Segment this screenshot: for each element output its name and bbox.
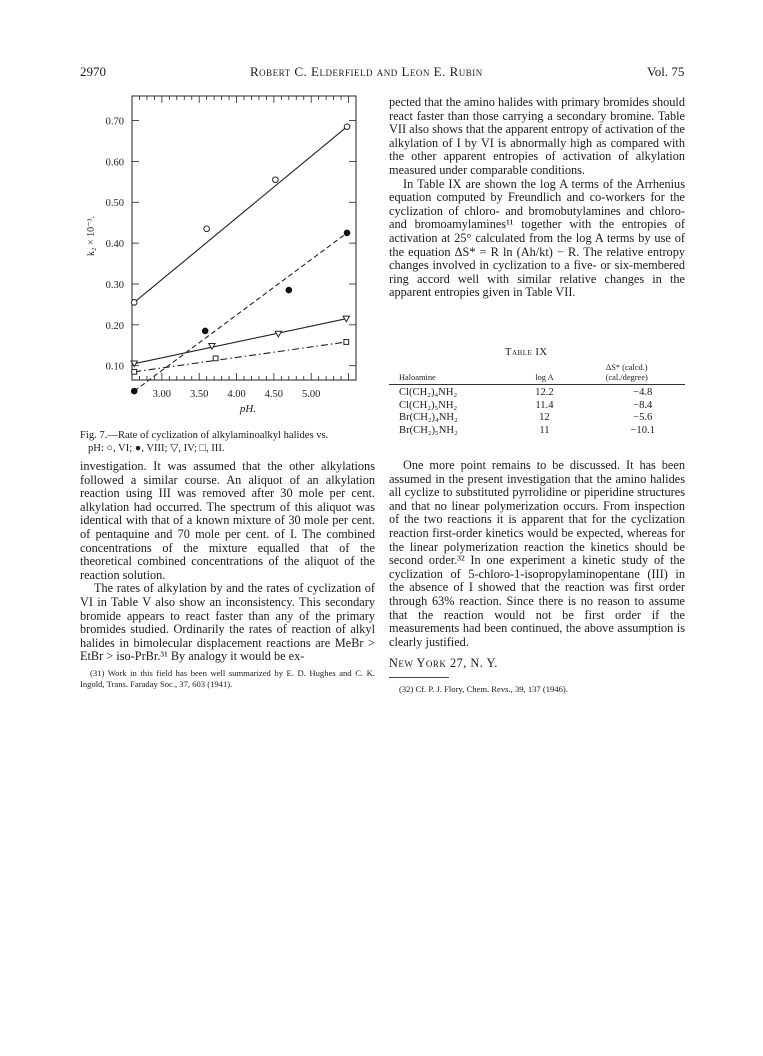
table-cell-loga: 12.2 (535, 387, 554, 398)
data-point-viii (131, 388, 137, 394)
table-header-entropy (568, 363, 685, 385)
x-tick-label: 3.50 (190, 389, 209, 400)
left-column (80, 460, 375, 690)
x-axis-label: pH. (239, 403, 257, 415)
data-point-viii (202, 328, 208, 334)
table-row (389, 412, 685, 425)
x-tick-label: 3.00 (152, 389, 172, 400)
right-paragraph-3: One more point remains to be discussed. It has been assumed in the present investigation that the amino halides all cyclize to substituted pyrrolidine or piperidine structures and that no linear polymerization occurs. From inspection of the two reactions it is apparent that for the cyclization reaction first-order kinetics would be expected, whereas for the linear polymerization reaction the kinetics should be second order.³² In one experiment a kinetic study of the cyclization of 5-chloro-1-isopropylaminopentane (III) in the absence of I showed that the reaction was first order through 63% reaction. Since there is no reason to assume that the reaction would not be first order if the measurements had been continued, the above assumption is clearly justified. (389, 458, 685, 649)
right-column-lower (389, 459, 685, 695)
data-point-viii (344, 230, 350, 236)
right-paragraph-2: In Table IX are shown the log A terms of the Arrhenius equation computed by Freundlich and co-workers for the cyclization of chloro- and bromobutylamines and chloro- and bromoamylamines¹¹ together with the entropies of activation at 25° calculated from the log A terms by use of the equation ΔS* = R ln (Ah/kt) − R. The relative entropy changes involved in cyclization to a five- or six-membered ring accord well with similar relative changes in the apparent entropies given in Table VII. (389, 176, 685, 300)
table-cell-haloamine: Cl(CH₂)₅NH₂ (399, 399, 458, 411)
page-number: 2970 (80, 64, 106, 79)
y-tick-label: 0.40 (105, 239, 124, 251)
table-header-row (389, 363, 685, 385)
table-cell-haloamine: Cl(CH₂)₄NH₂ (399, 387, 458, 398)
footnote-31: (31) Work in this field has been well summarized by E. D. Hughes and C. K. Ingold, Trans. Faraday Soc., 37, 603 (1941). (80, 667, 375, 689)
figure-caption-line2: pH: ○, VI; ●, VIII; ▽, IV; □, III. (88, 443, 225, 454)
x-tick-label: 4.00 (227, 389, 246, 400)
table-cell-haloamine: Br(CH₂)₄NH₂ (399, 412, 458, 424)
data-point-vi (344, 124, 350, 130)
location-line: New York 27, N. Y. (389, 656, 498, 671)
data-point-iii (132, 369, 137, 374)
table-header-entropy-line1: ΔS* (calcd.) (605, 363, 648, 372)
x-tick-label: 4.50 (264, 389, 284, 400)
data-point-viii (286, 287, 292, 293)
data-point-iii (344, 340, 349, 345)
data-point-vi (204, 226, 210, 232)
figure-7-chart (80, 88, 380, 433)
y-axis-label: k₂ × 10⁻³. (86, 216, 97, 256)
x-tick-label: 5.00 (302, 389, 321, 400)
left-paragraph-2: The rates of alkylation by and the rates of cyclization of VI in Table V also show an inconsistency. This secondary bromide appears to react faster than any of the primary bromides studied. Ordinarily the rates of reaction of alkyl halides in bimolecular displacement reactions are MeBr > EtBr > iso-PrBr.³¹ By analogy it would be ex- (80, 581, 375, 664)
table-header-haloamine: Haloamine (399, 372, 436, 382)
table-cell-haloamine: Br(CH₂)₅NH₂ (399, 424, 458, 436)
data-point-vi (131, 300, 137, 306)
y-tick-label: 0.30 (105, 279, 124, 291)
table-cell-entropy: −4.8 (633, 387, 653, 398)
y-tick-label: 0.20 (105, 320, 124, 332)
table-row (389, 425, 685, 438)
footnote-rule (389, 677, 449, 678)
y-tick-label: 0.70 (105, 116, 124, 128)
figure-caption-line1: Fig. 7.—Rate of cyclization of alkylaminoalkyl halides vs. (80, 430, 329, 441)
table-header-loga: log A (535, 372, 554, 382)
table-title: Table IX (505, 347, 548, 358)
table-cell-loga: 11.4 (535, 399, 554, 411)
table-header-entropy-line2: (cal./degree) (605, 372, 648, 382)
left-paragraph-1: investigation. It was assumed that the other alkylations followed a similar course. An aliquot of an alkylation reaction using III was removed after 30 mole per cent. alkylation had occurred. The spectrum of this aliquot was identical with that of a known mixture of 30 mole per cent. of pentaquine and 70 mole per cent. of I. The combined concentrations of the mixture equalled that of the theoretical combined concentrations of the aliquot of the reaction solution. (80, 459, 375, 582)
y-tick-label: 0.60 (105, 157, 124, 169)
y-tick-label: 0.10 (105, 361, 124, 373)
data-point-vi (273, 177, 279, 183)
y-tick-label: 0.50 (105, 198, 124, 210)
table-cell-loga: 12 (539, 412, 550, 424)
table-cell-entropy: −10.1 (630, 424, 655, 436)
table-row (389, 387, 685, 400)
running-title: Robert C. Elderfield and Leon E. Rubin (250, 64, 483, 79)
series-line-vi (134, 127, 347, 303)
right-column (389, 96, 685, 300)
right-paragraph-1: pected that the amino halides with primary bromides should react faster than those carrying a secondary bromine. Table VII also shows that the apparent entropy of activation of the alkylation of I by VI is abnormally high as compared with the other apparent entropies of activation of alkylation measured under comparable conditions. (389, 95, 685, 177)
figure-caption (80, 429, 380, 455)
data-point-iii (213, 356, 218, 361)
volume-label: Vol. 75 (647, 64, 685, 79)
table-cell-entropy: −5.6 (633, 412, 653, 424)
table-cell-entropy: −8.4 (633, 399, 653, 411)
footnote-32: (32) Cf. P. J. Flory, Chem. Revs., 39, 137 (1946). (399, 683, 568, 694)
table-ix (389, 363, 685, 437)
plot-frame (132, 96, 356, 380)
table-cell-loga: 11 (539, 424, 550, 436)
table-row (389, 400, 685, 413)
